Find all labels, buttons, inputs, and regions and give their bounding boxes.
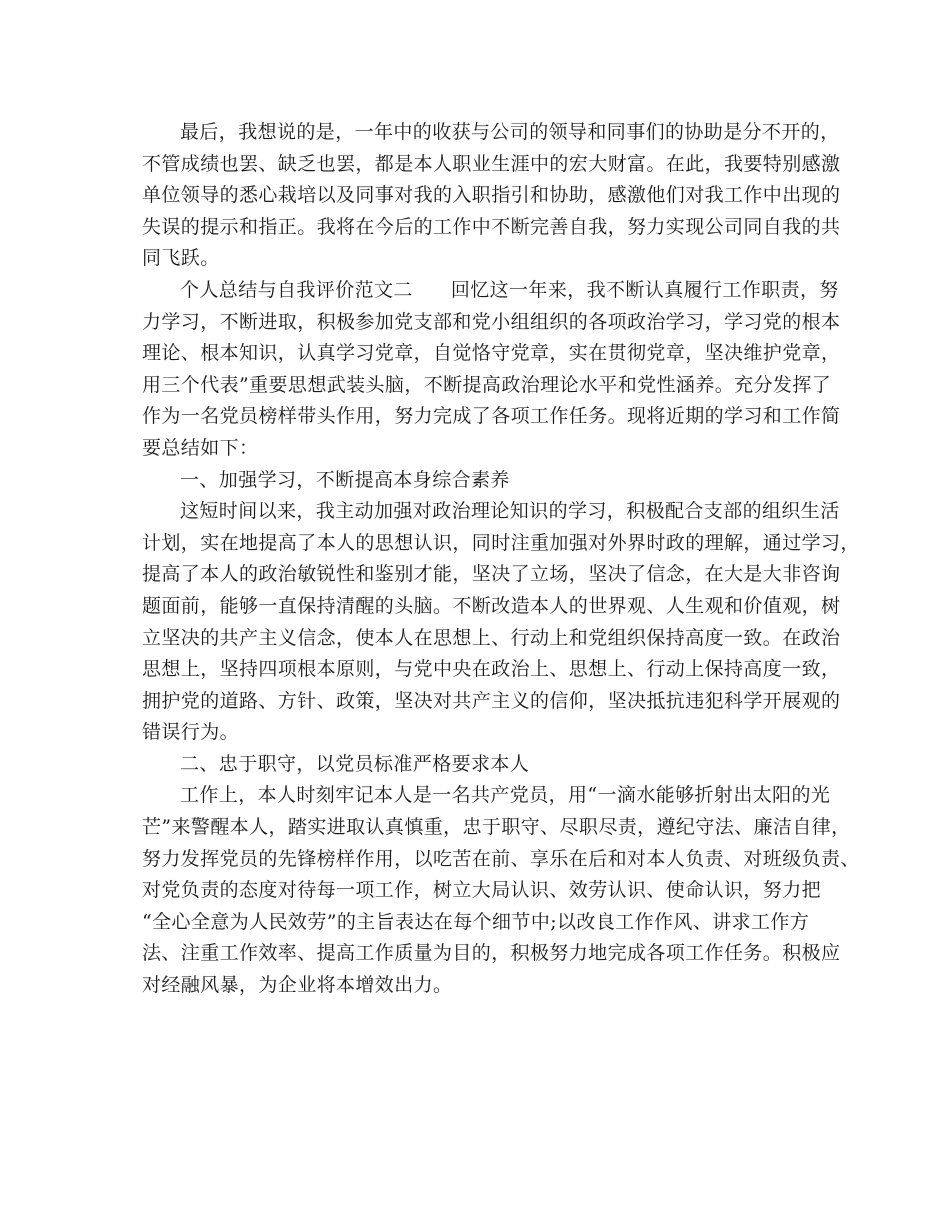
- text-line: 用三个代表”重要思想武装头脑，不断提高政治理论水平和党性涵养。充分发挥了: [142, 373, 832, 396]
- text-line: 拥护党的道路、方针、政策，坚决对共产主义的信仰，坚决抵抗违犯科学开展观的: [142, 689, 841, 712]
- text-line: 法、注重工作效率、提高工作质量为目的，积极努力地完成各项工作任务。积极应: [142, 942, 841, 965]
- text-line: 作为一名党员榜样带头作用，努力完成了各项工作任务。现将近期的学习和工作简: [142, 405, 841, 428]
- section-heading: 二、忠于职守，以党员标准严格要求本人: [180, 752, 530, 775]
- section-title-line: [142, 275, 839, 307]
- text-line: 计划，实在地提高了本人的思想认识，同时注重加强对外界时政的理解，通过学习，: [142, 531, 860, 554]
- text-line: “全心全意为人民效劳”的主旨表达在每个细节中;以改良工作作风、讲求工作方: [142, 910, 810, 933]
- text-line: 要总结如下：: [142, 436, 259, 459]
- text-line: 努力发挥党员的先锋榜样作用，以吃苦在前、享乐在后和对本人负责、对班级负责、: [142, 847, 860, 870]
- text-line: 这短时间以来，我主动加强对政治理论知识的学习，积极配合支部的组织生活: [180, 500, 840, 523]
- document-body: [142, 117, 860, 1002]
- text-line: 思想上，坚持四项根本原则，与党中央在政治上、思想上、行动上保持高度一致，: [142, 658, 841, 681]
- text-line: 单位领导的悉心栽培以及同事对我的入职指引和协助，感激他们对我工作中出现的: [142, 184, 841, 207]
- text-line: 工作上，本人时刻牢记本人是一名共产党员，用“一滴水能够折射出太阳的光: [180, 784, 831, 807]
- text-line: 题面前，能够一直保持清醒的头脑。不断改造本人的世界观、人生观和价值观，树: [142, 594, 841, 617]
- text-line: 提高了本人的政治敏锐性和鉴别才能，坚决了立场，坚决了信念，在大是大非咨询: [142, 563, 841, 586]
- text-line: 同飞跃。: [142, 247, 220, 270]
- text-line: 对党负责的态度对待每一项工作，树立大局认识、效劳认识、使命认识，努力把: [142, 879, 822, 902]
- text-line: 对经融风暴，为企业将本增效出力。: [142, 974, 453, 997]
- section-heading: 一、加强学习，不断提高本身综合素养: [180, 468, 510, 491]
- text-line: 立坚决的共产主义信念，使本人在思想上、行动上和党组织保持高度一致。在政治: [142, 626, 841, 649]
- section-title: 个人总结与自我评价范文二: [180, 278, 413, 301]
- text-line: 失误的提示和指正。我将在今后的工作中不断完善自我，努力实现公司同自我的共: [142, 215, 841, 238]
- text-line: 理论、根本知识，认真学习党章，自觉恪守党章，实在贯彻党章，坚决维护党章，: [142, 342, 841, 365]
- text-line: 不管成绩也罢、缺乏也罢，都是本人职业生涯中的宏大财富。在此，我要特别感激: [142, 152, 841, 175]
- text-line: 芒”来警醒本人，踏实进取认真慎重，忠于职守、尽职尽责，遵纪守法、廉洁自律，: [142, 816, 851, 839]
- text-line: 力学习，不断进取，积极参加党支部和党小组组织的各项政治学习，学习党的根本: [142, 310, 841, 333]
- text-line: 最后，我想说的是，一年中的收获与公司的领导和同事们的协助是分不开的，: [180, 121, 840, 143]
- text-line: 错误行为。: [142, 721, 240, 744]
- text-fragment: 回忆这一年来，我不断认真履行工作职责，努: [450, 278, 839, 301]
